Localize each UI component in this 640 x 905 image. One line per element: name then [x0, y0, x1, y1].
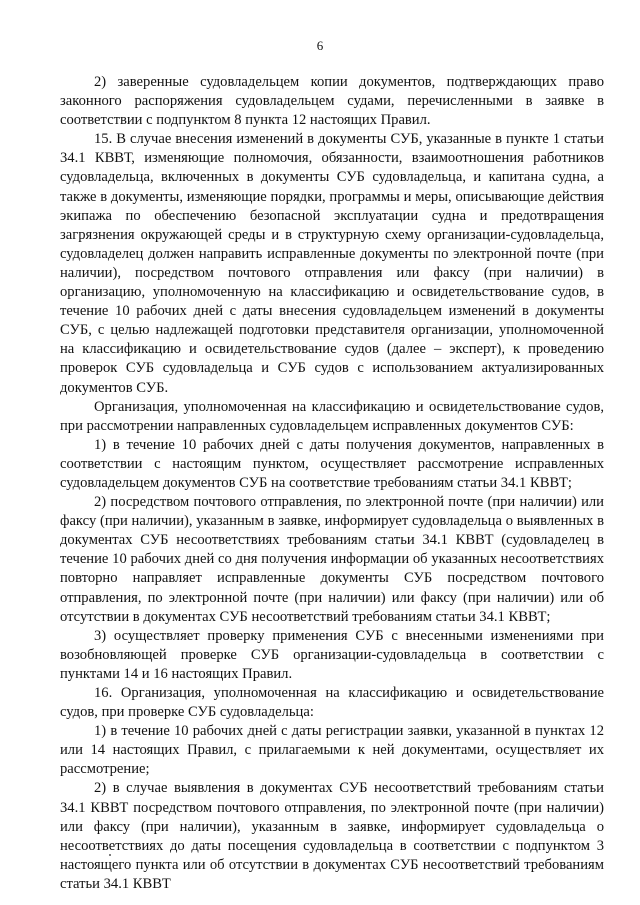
paragraph-clause-16: 16. Организация, уполномоченная на классификацию и освидетельствование судов, при проверке СУБ судовладельца: [60, 685, 604, 721]
paragraph-clause-15: 15. В случае внесения изменений в документы СУБ, указанные в пункте 1 статьи 34.1 КВВТ, изменяющие полномочия, обязанности, взаимоотношения работников судовладельца, включенных в документы СУБ судовладельца, и капитана судна, а также в документы, изменяющие порядки, программы и меры, описывающие действия экипажа по обеспечению безопасной эксплуатации судна и предотвращения загрязнения окружающей среды и в структурную схему организации-судовладельца, судовладелец должен направить исправленные документы по электронной почте (при наличии), посредством почтового отправления или факсу (при наличии) в организацию, уполномоченную на классификацию и освидетельствование судов, в течение 10 рабочих дней с даты внесения судовладельцем изменений в документы СУБ, с целью надлежащей подготовки представителя организации, уполномоченной на классификацию и освидетельствование судов (далее – эксперт), к проведению проверок СУБ судовладельца и СУБ судов с использованием актуализированных документов СУБ. [60, 131, 604, 396]
paragraph-16-item-2: 2) в случае выявления в документах СУБ несоответствий требованиям статьи 34.1 КВВТ посредством почтового отправления, по электронной почте (при наличии) или факсу (при наличии), указанным в заявке, информирует судовладельца о несоответствиях до даты посещения судовладельца в соответствии с подпунктом 3 настоящего пункта или об отсутствии в документах СУБ несоответствий требованиям статьи 34.1 КВВТ [60, 780, 604, 892]
paragraph-15-item-2: 2) посредством почтового отправления, по электронной почте (при наличии) или факсу (при наличии), указанным в заявке, информирует судовладельца о выявленных в документах СУБ несоответствиях требованиям статьи 34.1 КВВТ (судовладелец в течение 10 рабочих дней со дня получения информации об указанных несоответствиях повторно направляет исправленные документы СУБ посредством почтового отправления, по электронной почте (при наличии) или факсу (при наличии) или об отсутствии в документах СУБ несоответствий требованиям статьи 34.1 КВВТ; [60, 494, 604, 625]
paragraph-15-item-3: 3) осуществляет проверку применения СУБ с внесенными изменениями при возобновляющей проверке СУБ организации-судовладельца в соответствии с пунктами 14 и 16 настоящих Правил. [60, 627, 604, 682]
page-number: 6 [316, 38, 324, 53]
scan-speck [109, 854, 111, 856]
paragraph-organization-review: Организация, уполномоченная на классификацию и освидетельствование судов, при рассмотрении направленных судовладельцем исправленных документов СУБ: [60, 398, 604, 434]
paragraph-16-item-1: 1) в течение 10 рабочих дней с даты регистрации заявки, указанной в пунктах 12 или 14 настоящих Правил, с прилагаемыми к ней документами, осуществляет их рассмотрение; [60, 723, 604, 778]
document-body [60, 73, 604, 894]
paragraph-item-2-documents: 2) заверенные судовладельцем копии документов, подтверждающих право законного распоряжения судовладельцем судами, перечисленными в заявке в соответствии с подпунктом 8 пункта 12 настоящих Правил. [60, 74, 604, 129]
paragraph-15-item-1: 1) в течение 10 рабочих дней с даты получения документов, направленных в соответствии с настоящим пунктом, осуществляет рассмотрение исправленных судовладельцем документов СУБ на соответствие требованиям статьи 34.1 КВВТ; [60, 436, 604, 491]
